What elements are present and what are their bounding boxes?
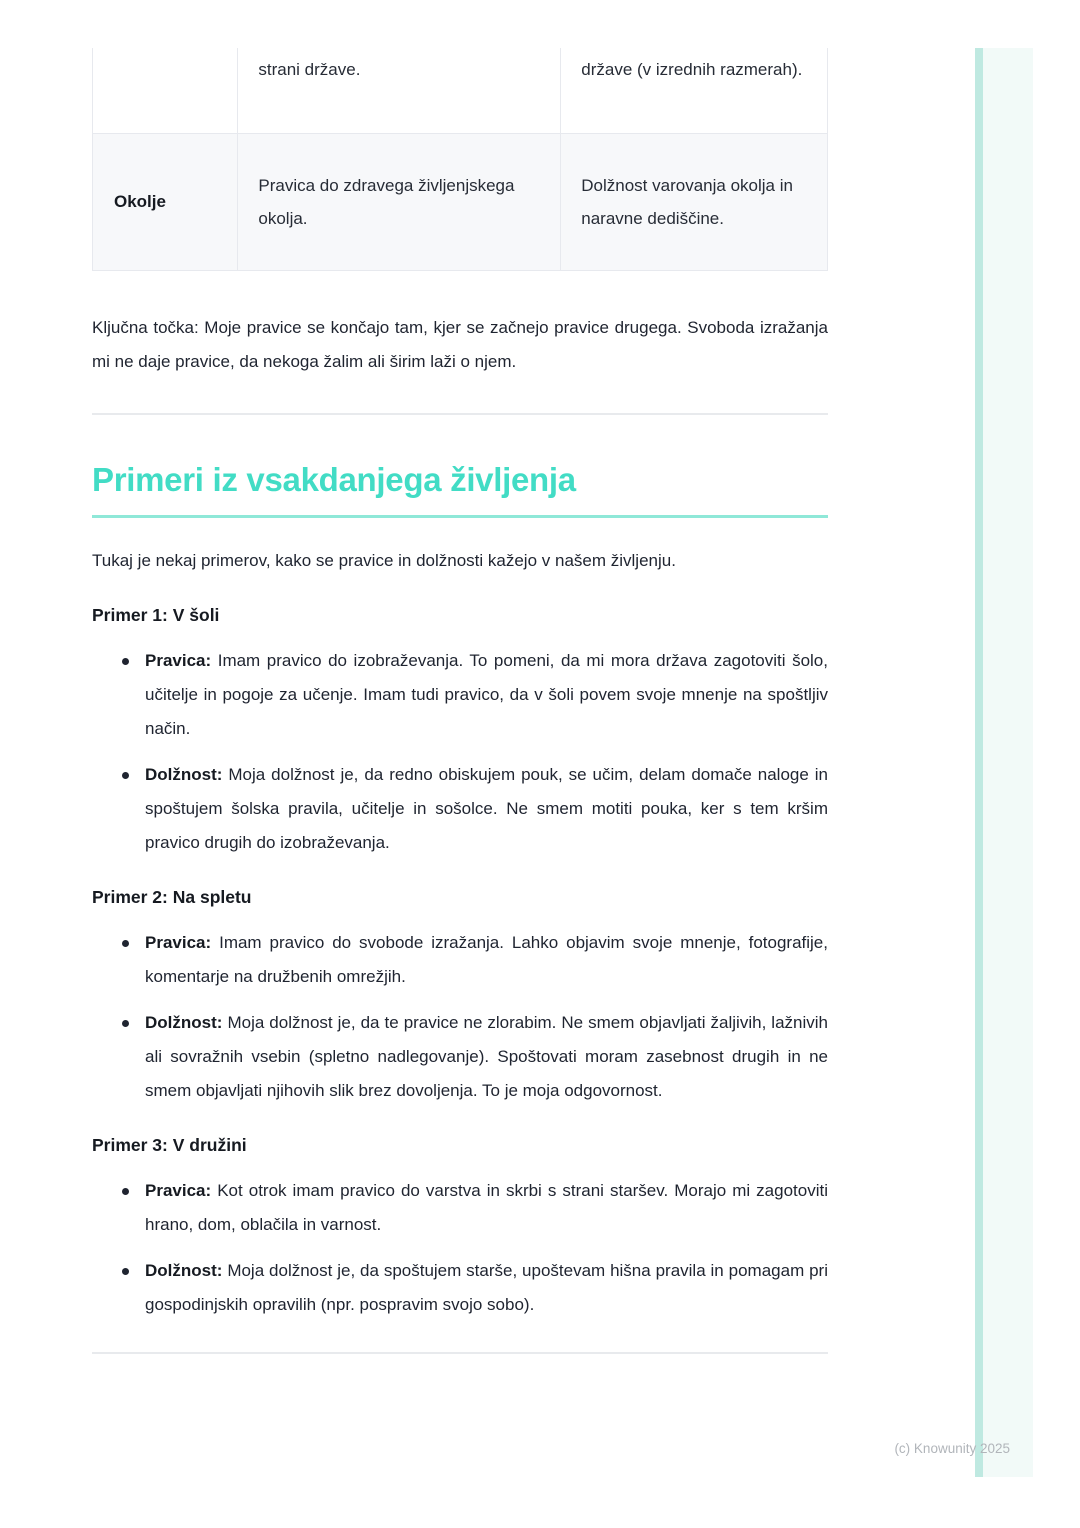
- bullet-text: Imam pravico do izobraževanja. To pomeni, da mi mora država zagotoviti šolo, učitelje in pogoje za učenje. Imam tudi pravico, da v šoli povem svoje mnenje na spoštljiv način.: [145, 650, 828, 738]
- table-cell-duty: Dolžnost varovanja okolja in naravne dediščine.: [561, 133, 828, 270]
- list-item: [92, 1174, 828, 1242]
- decorative-side-panel: [983, 48, 1033, 1477]
- example-3-heading: Primer 3: V družini: [92, 1134, 247, 1155]
- document-content: [92, 48, 828, 1354]
- list-item: [92, 644, 828, 746]
- bullet-label: Dolžnost:: [145, 1260, 223, 1280]
- table-cell-right: strani države.: [238, 48, 561, 133]
- rights-duties-table: [92, 48, 828, 271]
- bullet-text: Moja dolžnost je, da te pravice ne zlorabim. Ne smem objavljati žaljivih, lažnivih ali sovražnih vsebin (spletno nadlegovanje). Spoštovati moram zasebnost drugih in ne smem objavljati njihovih slik brez dovoljenja. To je moja odgovornost.: [145, 1012, 828, 1100]
- bullet-label: Dolžnost:: [145, 764, 223, 784]
- list-item: [92, 926, 828, 994]
- table-row: [93, 133, 828, 270]
- example-1-list: [92, 644, 828, 860]
- table-row: [93, 48, 828, 133]
- table-cell-category: Okolje: [93, 133, 238, 270]
- title-underline: [92, 515, 828, 518]
- table-cell-category: [93, 48, 238, 133]
- bullet-label: Dolžnost:: [145, 1012, 223, 1032]
- decorative-side-stripe: [975, 48, 983, 1477]
- example-2-list: [92, 926, 828, 1108]
- table-cell-duty: države (v izrednih razmerah).: [561, 48, 828, 133]
- divider: [92, 1352, 828, 1354]
- bullet-label: Pravica:: [145, 932, 212, 952]
- table-cell-right: Pravica do zdravega življenjskega okolja.: [238, 133, 561, 270]
- example-1-heading: Primer 1: V šoli: [92, 604, 220, 625]
- section-title: Primeri iz vsakdanjega življenja: [92, 460, 576, 498]
- bullet-text: Imam pravico do svobode izražanja. Lahko objavim svoje mnenje, fotografije, komentarje na družbenih omrežjih.: [145, 932, 828, 986]
- bullet-text: Moja dolžnost je, da spoštujem starše, upoštevam hišna pravila in pomagam pri gospodinjskih opravilih (npr. pospravim svojo sobo).: [145, 1260, 828, 1314]
- section-intro: Tukaj je nekaj primerov, kako se pravice in dolžnosti kažejo v našem življenju.: [92, 550, 676, 570]
- bullet-label: Pravica:: [145, 1180, 212, 1200]
- list-item: [92, 758, 828, 860]
- bullet-label: Pravica:: [145, 650, 212, 670]
- example-2-heading: Primer 2: Na spletu: [92, 886, 252, 907]
- bullet-text: Kot otrok imam pravico do varstva in skrbi s strani staršev. Morajo mi zagotoviti hrano, dom, oblačila in varnost.: [145, 1180, 828, 1234]
- copyright-footer: (c) Knowunity 2025: [894, 1441, 1010, 1456]
- list-item: [92, 1254, 828, 1322]
- key-point-paragraph: Ključna točka: Moje pravice se končajo tam, kjer se začnejo pravice drugega. Svoboda izražanja mi ne daje pravice, da nekoga žalim ali širim laži o njem.: [92, 317, 828, 371]
- list-item: [92, 1006, 828, 1108]
- example-3-list: [92, 1174, 828, 1322]
- divider: [92, 413, 828, 415]
- bullet-text: Moja dolžnost je, da redno obiskujem pouk, se učim, delam domače naloge in spoštujem šolska pravila, učitelje in sošolce. Ne smem motiti pouka, ker s tem kršim pravico drugih do izobraževanja.: [145, 764, 828, 852]
